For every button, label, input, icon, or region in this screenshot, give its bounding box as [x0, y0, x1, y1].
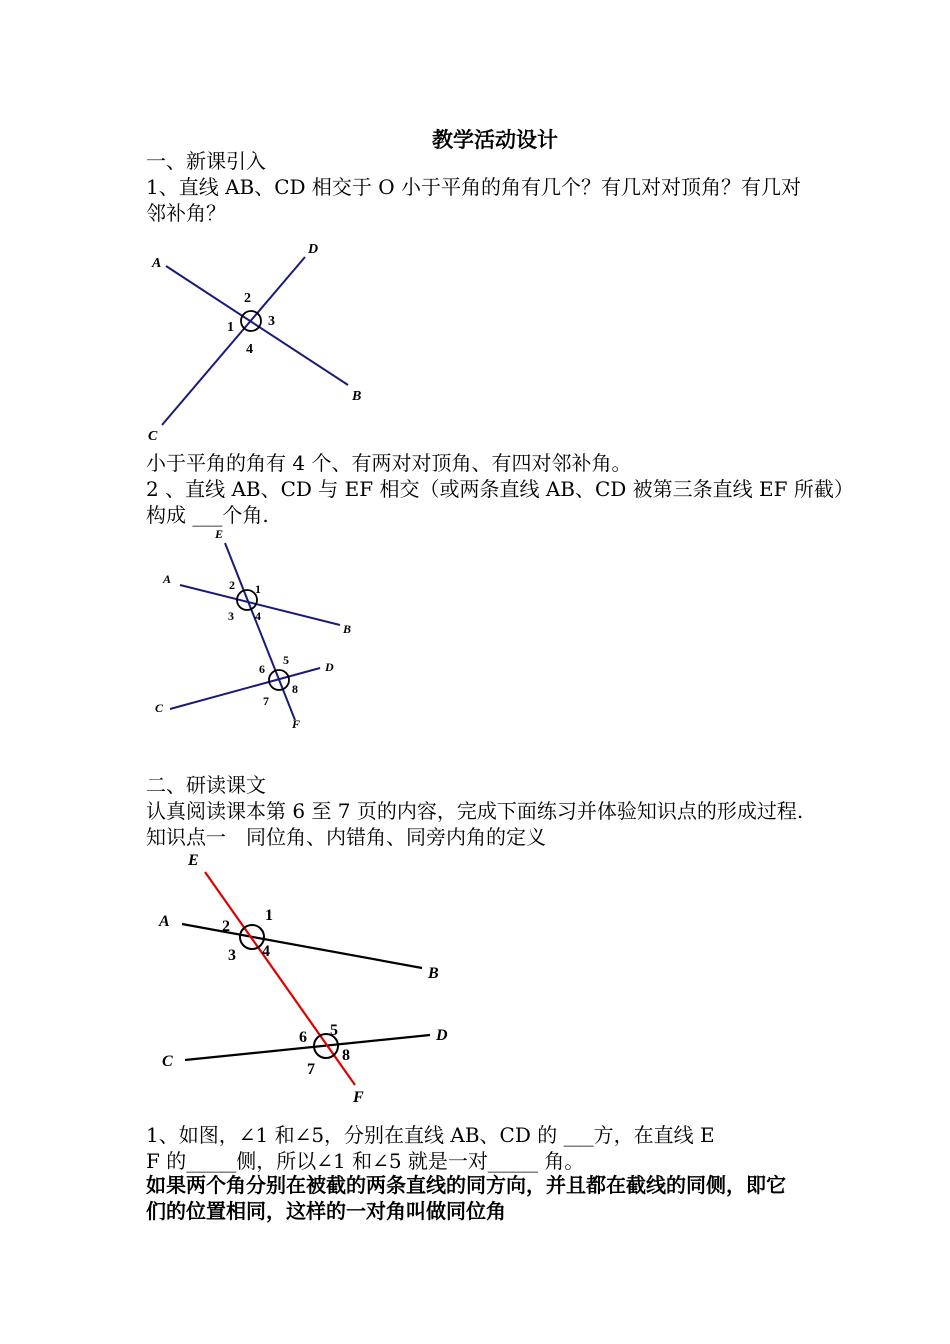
angle-label-4: 4: [246, 342, 253, 357]
angle-label-2: 2: [229, 578, 235, 592]
label-a: A: [159, 913, 170, 930]
label-d: D: [436, 1027, 448, 1044]
label-b: B: [428, 965, 439, 982]
label-c: C: [155, 701, 164, 715]
angle-label-5: 5: [330, 1022, 338, 1039]
page-title: 教学活动设计: [432, 127, 558, 152]
angle-label-7: 7: [307, 1061, 315, 1078]
angle-label-3: 3: [228, 947, 236, 964]
line-ef: [225, 543, 295, 720]
answer-1: 小于平角的角有 4 个、有两对对顶角、有四对邻补角。: [146, 451, 632, 475]
figure-intersecting-lines: [140, 235, 380, 450]
angle-label-3: 3: [268, 314, 275, 329]
angle-label-1: 1: [265, 907, 273, 924]
angle-label-2: 2: [244, 291, 251, 306]
angle-label-2: 2: [222, 918, 230, 935]
reading-instruction: 认真阅读课本第 6 至 7 页的内容，完成下面练习并体验知识点的形成过程.: [146, 799, 804, 823]
line-ab: [182, 924, 422, 968]
section-heading-reading: 二、研读课文: [146, 773, 266, 797]
line-cd: [185, 1035, 430, 1060]
exercise-1-line-2: F 的_____侧，所以∠1 和∠5 就是一对_____ 角。: [146, 1149, 585, 1173]
angle-label-8: 8: [342, 1047, 350, 1064]
angle-label-6: 6: [299, 1029, 307, 1046]
angle-label-1: 1: [227, 320, 234, 335]
angle-label-8: 8: [292, 682, 298, 696]
line-ef: [205, 872, 355, 1085]
label-e: E: [215, 527, 224, 541]
angle-label-1: 1: [255, 582, 261, 596]
definition-line-2: 们的位置相同，这样的一对角叫做同位角: [146, 1199, 506, 1223]
label-a: A: [152, 256, 162, 271]
exercise-1-line-1: 1、如图，∠1 和∠5，分别在直线 AB、CD 的 ___方，在直线 E: [146, 1123, 715, 1147]
question-1-line-2: 邻补角？: [146, 201, 226, 225]
angle-label-4: 4: [255, 609, 261, 623]
label-b: B: [352, 389, 362, 404]
line-cd: [162, 257, 305, 425]
angle-label-3: 3: [228, 609, 234, 623]
label-c: C: [148, 429, 158, 444]
line-ab: [166, 266, 348, 385]
label-f: F: [292, 717, 301, 731]
question-1-line-1: 1、直线 AB、CD 相交于 O 小于平角的角有几个？有几对对顶角？有几对: [146, 175, 802, 199]
label-d: D: [308, 242, 319, 257]
label-c: C: [162, 1053, 173, 1070]
label-d: D: [325, 660, 334, 674]
label-f: F: [353, 1089, 364, 1106]
section-heading-intro: 一、新课引入: [146, 149, 266, 173]
definition-line-1: 如果两个角分别在被截的两条直线的同方向，并且都在截线的同侧，即它: [146, 1173, 786, 1197]
question-2-line-1: 2 、直线 AB、CD 与 EF 相交（或两条直线 AB、CD 被第三条直线 EF 所截）: [146, 477, 854, 501]
label-b: B: [343, 622, 352, 636]
label-a: A: [163, 572, 172, 586]
figure-transversal-large: [150, 850, 470, 1110]
angle-label-4: 4: [262, 943, 270, 960]
question-2-line-2: 构成 ___个角.: [146, 503, 269, 527]
knowledge-point-1: 知识点一 同位角、内错角、同旁内角的定义: [146, 825, 546, 849]
label-e: E: [188, 852, 199, 869]
figure-transversal-small: [145, 525, 375, 735]
angle-label-7: 7: [263, 694, 269, 708]
angle-label-6: 6: [259, 662, 265, 676]
angle-label-5: 5: [283, 653, 289, 667]
